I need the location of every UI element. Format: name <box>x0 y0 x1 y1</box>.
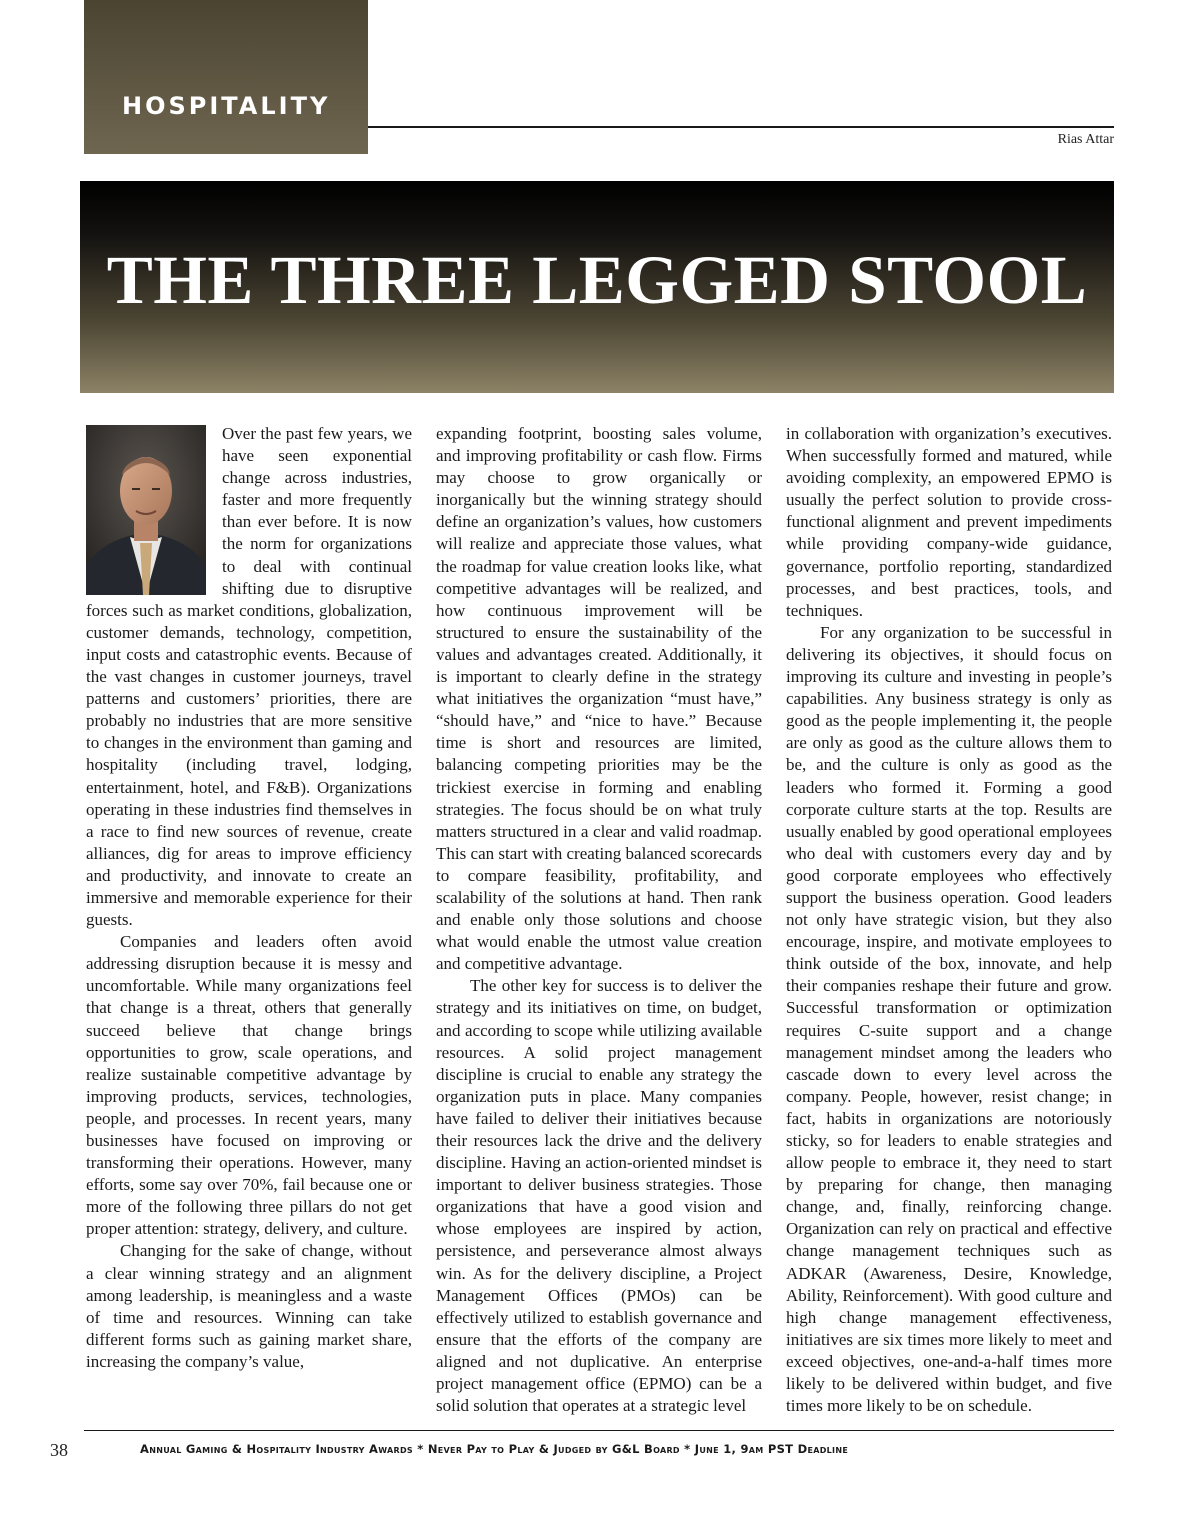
paragraph: Over the past few years, we have seen exponential change across industries, faster and more frequently than ever before. It is now the norm for organizations to deal with continual shifting due to disruptive forces such as market conditions, globalization, customer demands, technology, competition, input costs and catastrophic events. Because of the vast changes in customer journeys, travel patterns and customers’ priorities, there are probably no industries that are more sensitive to changes in the environment than gaming and hospitality (including travel, lodging, entertainment, hotel, and F&B). Organizations operating in these industries find themselves in a race to find new sources of revenue, create alliances, dig for areas to improve efficiency and productivity, and innovate to create an immersive and memorable experience for their guests. <box>86 424 412 930</box>
section-tab <box>84 0 368 154</box>
column-3 <box>786 423 1112 1417</box>
paragraph: Companies and leaders often avoid addressing disruption because it is messy and uncomfortable. While many organizations feel that change is a threat, others that generally succeed believe that change brings opportunities to grow, scale operations, and realize sustainable competitive advantage by improving products, services, technologies, people, and processes. In recent years, many businesses have focused on improving or transforming their operations. However, many efforts, some say over 70%, fail because one or more of the following three pillars do not get proper attention: strategy, delivery, and culture. <box>86 932 412 1239</box>
footer-banner: Annual Gaming & Hospitality Industry Awards * Never Pay to Play & Judged by G&L Board * June 1, 9am PST Deadline <box>140 1442 849 1456</box>
header-rule <box>368 126 1114 128</box>
page-number: 38 <box>50 1440 68 1460</box>
column-1 <box>86 423 412 1373</box>
title-banner <box>80 181 1114 393</box>
column-2 <box>436 423 762 1417</box>
photo-wrap-space <box>86 423 222 599</box>
section-label: HOSPITALITY <box>122 92 331 120</box>
paragraph: The other key for success is to deliver the strategy and its initiatives on time, on budget, and according to scope while utilizing available resources. A solid project management discipline is crucial to enable any strategy the organization puts in place. Many companies have failed to deliver their initiatives because their resources lack the drive and the delivery discipline. Having an action-oriented mindset is important to deliver business strategies. Those organizations that have a good vision and whose employees are inspired by action, persistence, and perseverance almost always win. As for the delivery discipline, a Project Management Offices (PMOs) can be effectively utilized to establish governance and ensure that the efforts of the company are aligned and not duplicative. An enterprise project management office (EPMO) can be a solid solution that operates at a strategic level <box>436 976 762 1416</box>
paragraph: expanding footprint, boosting sales volume, and improving profitability or cash flow. Firms may choose to grow organically or inorganically but the winning strategy should define an organization’s values, how customers will realize and appreciate those values, what the roadmap for value creation looks like, what competitive advantages will be realized, and how continuous improvement will be structured to ensure the sustainability of the values and advantages created. Additionally, it is important to clearly define in the strategy what initiatives the organization “must have,” “should have,” and “nice to have.” Because time is short and resources are limited, balancing competing priorities may be the trickiest exercise in forming and enabling strategies. The focus should be on what truly matters structured in a clear and valid roadmap. This can start with creating balanced scorecards to compare feasibility, profitability, and scalability of the solutions at hand. Then rank and enable only those solutions and choose what would enable the utmost value creation and competitive advantage. <box>436 424 762 974</box>
article-title: THE THREE LEGGED STOOL <box>106 242 1088 318</box>
paragraph: Changing for the sake of change, without a clear winning strategy and an alignment among leadership, is meaningless and a waste of time and resources. Winning can take different forms such as gaining market share, increasing the company’s value, <box>86 1241 412 1371</box>
paragraph: in collaboration with organization’s executives. When successfully formed and matured, while avoiding complexity, an empowered EPMO is usually the perfect solution to provide cross-functional alignment and prevent impediments while providing company-wide guidance, governance, portfolio reporting, standardized processes, and best practices, tools, and techniques. <box>786 424 1112 620</box>
byline: Rias Attar <box>1057 132 1114 147</box>
footer-rule <box>84 1430 1114 1431</box>
paragraph: For any organization to be successful in delivering its objectives, it should focus on improving its culture and investing in people’s capabilities. Any business strategy is only as good as the people implementing it, the people are only as good as the culture allows them to be, and the culture is only as good as the leaders who formed it. Forming a good corporate culture starts at the top. Results are usually enabled by good operational employees who deal with customers every day and by good corporate employees who effectively support the business operation. Good leaders not only have strategic vision, but they also encourage, inspire, and motivate employees to think outside of the box, innovate, and help their companies reshape their future and grow. Successful transformation or optimization requires C-suite support and a change management mindset among the leaders who cascade down to every level across the company. People, however, resist change; in fact, habits in organizations are notoriously sticky, so for leaders to enable strategies and allow people to embrace it, they need to start by preparing for change, then managing change, and, finally, reinforcing change. Organization can rely on practical and effective change management techniques such as ADKAR (Awareness, Desire, Knowledge, Ability, Reinforcement). With good culture and high change management effectiveness, initiatives are six times more likely to meet and exceed objectives, one-and-a-half times more likely to be delivered within budget, and five times more likely to be on schedule. <box>786 622 1112 1416</box>
